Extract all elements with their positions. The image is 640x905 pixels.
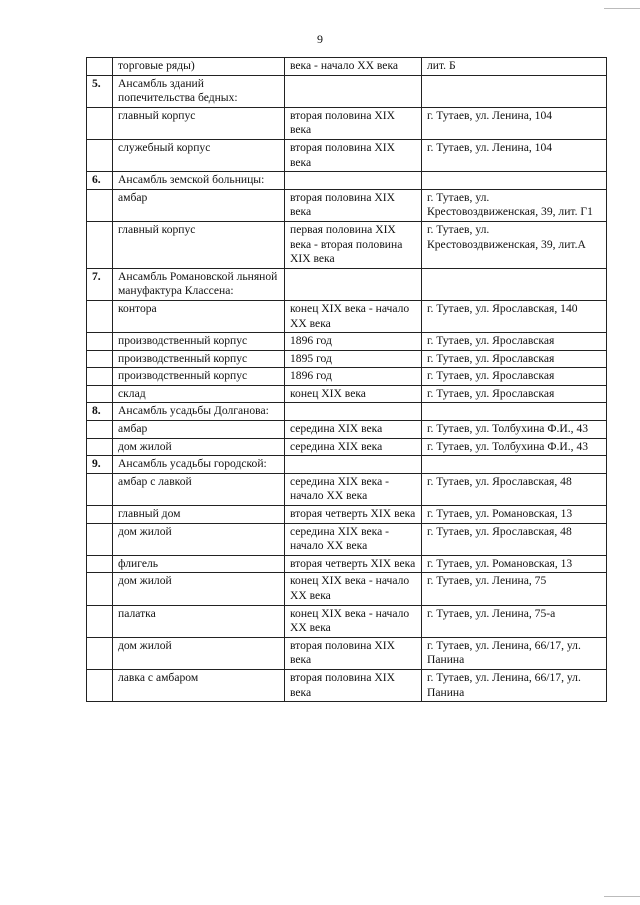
cell-number: 9. <box>87 456 113 474</box>
cell-number <box>87 368 113 386</box>
cell-address: г. Тутаев, ул. Ленина, 75 <box>422 573 607 605</box>
cell-object-name: амбар <box>113 421 285 439</box>
cell-number <box>87 300 113 332</box>
table-row-ensemble <box>87 172 607 190</box>
table-row <box>87 350 607 368</box>
cell-number <box>87 421 113 439</box>
table-row <box>87 438 607 456</box>
cell-address: г. Тутаев, ул. Толбухина Ф.И., 43 <box>422 438 607 456</box>
cell-object-name: Ансамбль зданий попечительства бедных: <box>113 75 285 107</box>
cell-object-name: флигель <box>113 555 285 573</box>
cell-address <box>422 403 607 421</box>
cell-object-name: склад <box>113 385 285 403</box>
cell-object-name: производственный корпус <box>113 350 285 368</box>
cell-address: г. Тутаев, ул. Романовская, 13 <box>422 555 607 573</box>
table-row <box>87 637 607 669</box>
cell-address: г. Тутаев, ул. Ленина, 104 <box>422 107 607 139</box>
cell-dating: конец XIX века - начало XX века <box>285 573 422 605</box>
cell-object-name: производственный корпус <box>113 333 285 351</box>
cell-dating: века - начало XX века <box>285 58 422 76</box>
cell-number <box>87 473 113 505</box>
cell-dating <box>285 75 422 107</box>
cell-address: г. Тутаев, ул. Ленина, 66/17, ул. Панина <box>422 637 607 669</box>
cell-object-name: контора <box>113 300 285 332</box>
table-row-ensemble <box>87 403 607 421</box>
cell-object-name: Ансамбль земской больницы: <box>113 172 285 190</box>
table-row <box>87 333 607 351</box>
cell-address <box>422 268 607 300</box>
cell-object-name: дом жилой <box>113 523 285 555</box>
cell-object-name: Ансамбль Романовской льняной мануфактура Классена: <box>113 268 285 300</box>
cell-dating: середина XIX века <box>285 421 422 439</box>
cell-object-name: амбар <box>113 189 285 221</box>
cell-dating: вторая половина XIX века <box>285 139 422 171</box>
cell-address: г. Тутаев, ул. Романовская, 13 <box>422 506 607 524</box>
table-row <box>87 385 607 403</box>
cell-address: г. Тутаев, ул. Ярославская <box>422 333 607 351</box>
cell-dating: первая половина XIX века - вторая половина XIX века <box>285 221 422 268</box>
table-row <box>87 473 607 505</box>
table-body <box>87 58 607 702</box>
table-row-ensemble <box>87 268 607 300</box>
cell-address <box>422 172 607 190</box>
table-row <box>87 300 607 332</box>
cell-object-name: Ансамбль усадьбы Долганова: <box>113 403 285 421</box>
cell-dating: середина XIX века - начало XX века <box>285 473 422 505</box>
cell-dating: вторая четверть XIX века <box>285 555 422 573</box>
cell-address: г. Тутаев, ул. Ярославская, 140 <box>422 300 607 332</box>
cell-address: г. Тутаев, ул. Ярославская <box>422 368 607 386</box>
heritage-objects-table <box>86 57 607 702</box>
cell-dating: вторая половина XIX века <box>285 637 422 669</box>
cell-number <box>87 221 113 268</box>
cell-dating: середина XIX века - начало XX века <box>285 523 422 555</box>
table-row <box>87 221 607 268</box>
cell-address: г. Тутаев, ул. Ярославская, 48 <box>422 523 607 555</box>
cell-number <box>87 139 113 171</box>
cell-dating: вторая половина XIX века <box>285 189 422 221</box>
cell-number <box>87 605 113 637</box>
page-number: 9 <box>317 32 323 46</box>
table-row <box>87 523 607 555</box>
table-row <box>87 421 607 439</box>
cell-dating: конец XIX века <box>285 385 422 403</box>
table-row <box>87 669 607 701</box>
cell-number <box>87 637 113 669</box>
table-row <box>87 368 607 386</box>
table-row <box>87 139 607 171</box>
cell-object-name: Ансамбль усадьбы городской: <box>113 456 285 474</box>
cell-number <box>87 58 113 76</box>
table-row <box>87 107 607 139</box>
cell-number <box>87 350 113 368</box>
table-row <box>87 58 607 76</box>
table-row <box>87 555 607 573</box>
cell-dating <box>285 403 422 421</box>
cell-dating: конец XIX века - начало XX века <box>285 300 422 332</box>
table-row <box>87 573 607 605</box>
cell-object-name: торговые ряды) <box>113 58 285 76</box>
cell-number: 8. <box>87 403 113 421</box>
cell-object-name: палатка <box>113 605 285 637</box>
cell-number <box>87 189 113 221</box>
table-row <box>87 605 607 637</box>
cell-number <box>87 523 113 555</box>
cell-address: г. Тутаев, ул. Ярославская, 48 <box>422 473 607 505</box>
table-row <box>87 189 607 221</box>
cell-number <box>87 438 113 456</box>
cell-dating <box>285 456 422 474</box>
cell-object-name: главный корпус <box>113 107 285 139</box>
cell-dating: 1895 год <box>285 350 422 368</box>
scan-edge-mark <box>604 8 640 9</box>
cell-number: 6. <box>87 172 113 190</box>
cell-number <box>87 333 113 351</box>
cell-number <box>87 385 113 403</box>
cell-object-name: служебный корпус <box>113 139 285 171</box>
cell-address: лит. Б <box>422 58 607 76</box>
scan-edge-mark <box>604 896 640 897</box>
cell-object-name: главный корпус <box>113 221 285 268</box>
cell-address <box>422 456 607 474</box>
cell-number <box>87 669 113 701</box>
cell-dating: вторая половина XIX века <box>285 107 422 139</box>
cell-number: 7. <box>87 268 113 300</box>
cell-dating: 1896 год <box>285 333 422 351</box>
cell-address: г. Тутаев, ул. Ленина, 104 <box>422 139 607 171</box>
cell-address: г. Тутаев, ул. Ярославская <box>422 385 607 403</box>
cell-address: г. Тутаев, ул. Крестовоздвиженская, 39, лит. Г1 <box>422 189 607 221</box>
cell-address <box>422 75 607 107</box>
cell-address: г. Тутаев, ул. Ленина, 75-а <box>422 605 607 637</box>
cell-object-name: дом жилой <box>113 573 285 605</box>
cell-object-name: лавка с амбаром <box>113 669 285 701</box>
table-row-ensemble <box>87 456 607 474</box>
cell-dating <box>285 268 422 300</box>
cell-dating <box>285 172 422 190</box>
cell-dating: середина XIX века <box>285 438 422 456</box>
cell-address: г. Тутаев, ул. Ленина, 66/17, ул. Панина <box>422 669 607 701</box>
table-row <box>87 506 607 524</box>
cell-address: г. Тутаев, ул. Толбухина Ф.И., 43 <box>422 421 607 439</box>
cell-dating: конец XIX века - начало XX века <box>285 605 422 637</box>
cell-number: 5. <box>87 75 113 107</box>
cell-object-name: производственный корпус <box>113 368 285 386</box>
cell-dating: вторая четверть XIX века <box>285 506 422 524</box>
cell-dating: 1896 год <box>285 368 422 386</box>
cell-dating: вторая половина XIX века <box>285 669 422 701</box>
cell-object-name: главный дом <box>113 506 285 524</box>
table-row-ensemble <box>87 75 607 107</box>
cell-address: г. Тутаев, ул. Ярославская <box>422 350 607 368</box>
cell-number <box>87 555 113 573</box>
cell-object-name: дом жилой <box>113 438 285 456</box>
cell-number <box>87 573 113 605</box>
cell-object-name: амбар с лавкой <box>113 473 285 505</box>
cell-object-name: дом жилой <box>113 637 285 669</box>
cell-number <box>87 506 113 524</box>
cell-address: г. Тутаев, ул. Крестовоздвиженская, 39, лит.А <box>422 221 607 268</box>
cell-number <box>87 107 113 139</box>
